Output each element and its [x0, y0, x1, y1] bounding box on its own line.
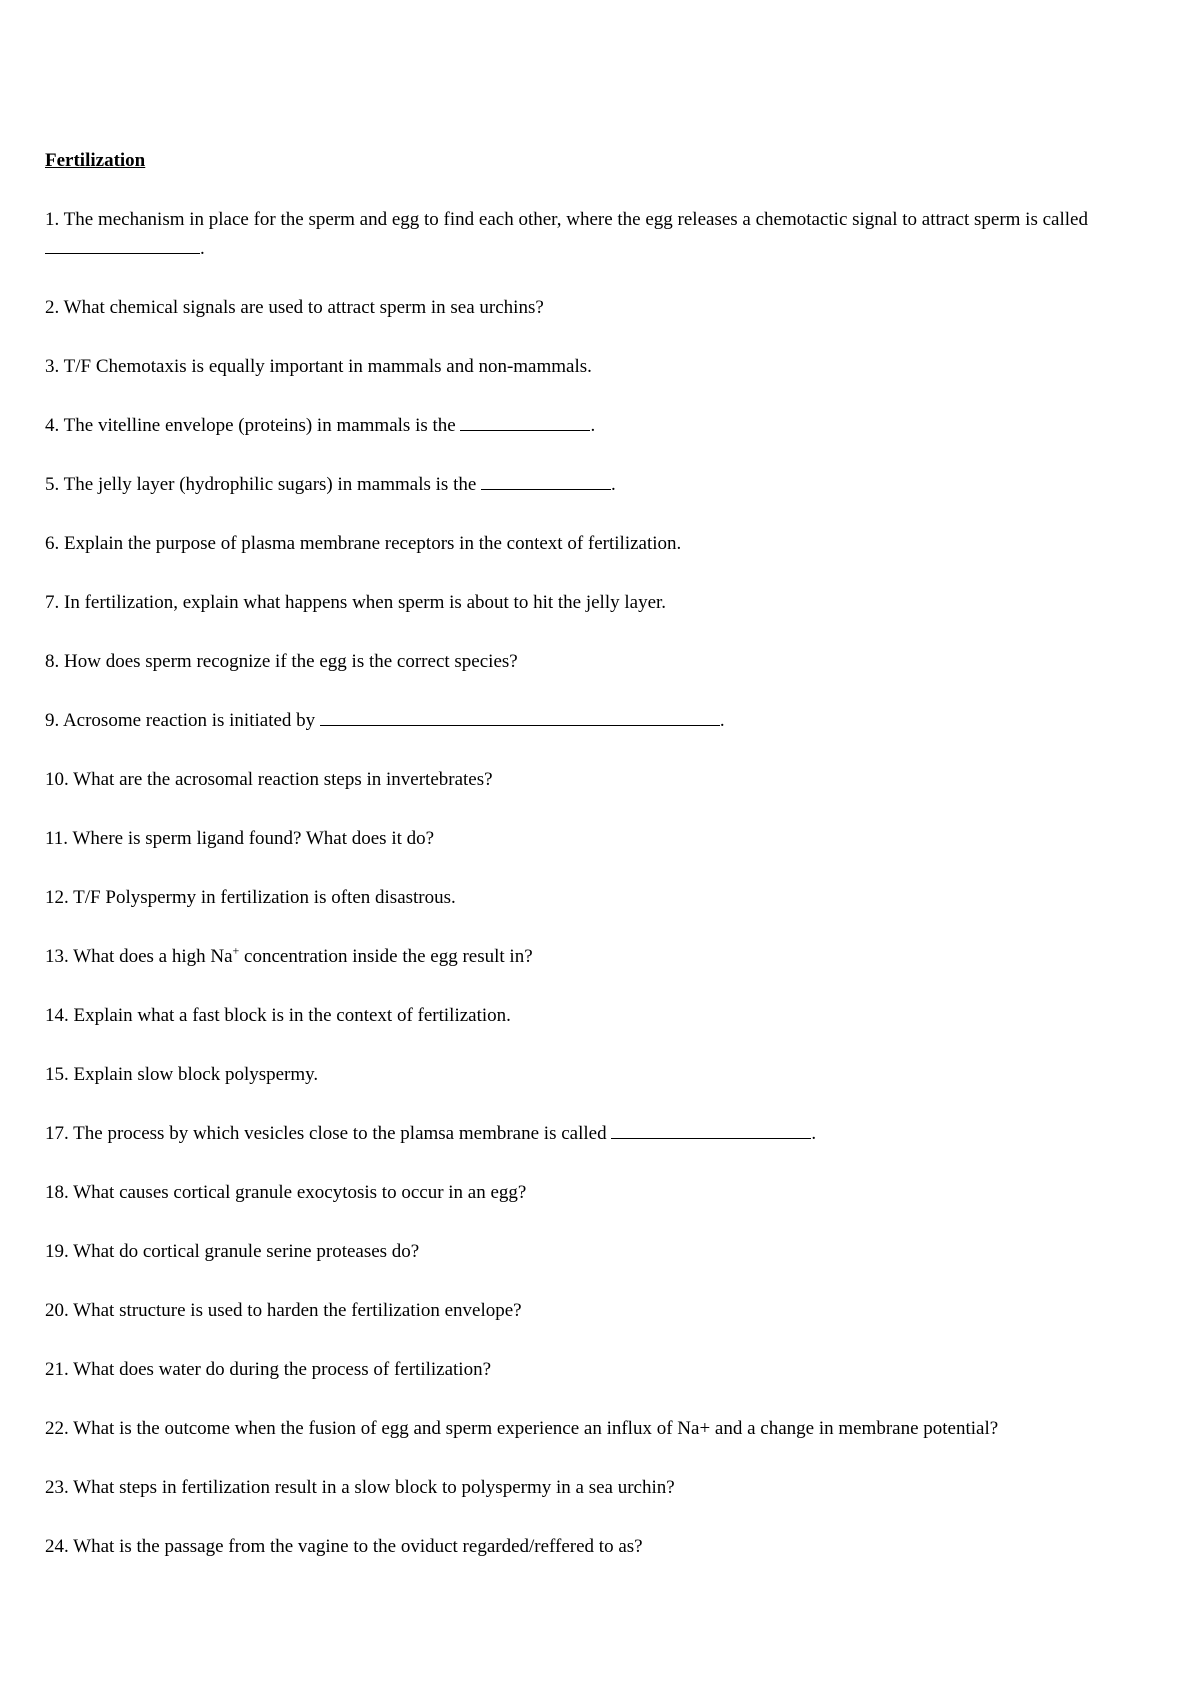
question-text: What structure is used to harden the fertilization envelope? — [73, 1300, 522, 1321]
question-22 — [45, 1414, 1175, 1443]
question-number: 22. — [45, 1418, 69, 1439]
question-number: 4. — [45, 415, 60, 436]
question-text-after: concentration inside the egg result in? — [239, 946, 533, 967]
question-20 — [45, 1296, 1175, 1325]
question-12 — [45, 883, 1175, 912]
question-text: What are the acrosomal reaction steps in invertebrates? — [73, 769, 493, 790]
question-number: 20. — [45, 1300, 69, 1321]
question-text: T/F Polyspermy in fertilization is often disastrous. — [73, 887, 456, 908]
question-number: 3. — [45, 356, 60, 377]
question-text: What causes cortical granule exocytosis to occur in an egg? — [73, 1182, 527, 1203]
question-number: 7. — [45, 592, 60, 613]
question-7 — [45, 588, 1175, 617]
question-23 — [45, 1473, 1175, 1502]
question-number: 6. — [45, 533, 60, 554]
question-number: 12. — [45, 887, 69, 908]
question-number: 5. — [45, 474, 60, 495]
question-5 — [45, 470, 1175, 499]
question-9 — [45, 706, 1175, 735]
question-number: 19. — [45, 1241, 69, 1262]
question-18 — [45, 1178, 1175, 1207]
question-text: What is the outcome when the fusion of egg and sperm experience an influx of Na+ and a change in membrane potential? — [73, 1418, 999, 1439]
question-period: . — [719, 710, 725, 731]
question-6 — [45, 529, 1175, 558]
question-text: The process by which vesicles close to the plamsa membrane is called — [73, 1123, 607, 1144]
superscript-plus: + — [232, 943, 240, 958]
question-text: Explain the purpose of plasma membrane receptors in the context of fertilization. — [64, 533, 682, 554]
question-number: 14. — [45, 1005, 69, 1026]
question-number: 1. — [45, 209, 60, 230]
question-number: 15. — [45, 1064, 69, 1085]
question-2 — [45, 293, 1175, 322]
question-number: 24. — [45, 1536, 69, 1557]
question-period: . — [590, 415, 596, 436]
question-period: . — [200, 238, 205, 259]
question-number: 13. — [45, 946, 69, 967]
document-content — [45, 146, 1175, 1591]
answer-blank[interactable] — [481, 470, 611, 490]
question-19 — [45, 1237, 1175, 1266]
question-24 — [45, 1532, 1175, 1561]
question-text: Where is sperm ligand found? What does it do? — [72, 828, 435, 849]
question-text: The jelly layer (hydrophilic sugars) in mammals is the — [63, 474, 477, 495]
question-period: . — [611, 474, 616, 495]
question-text: How does sperm recognize if the egg is the correct species? — [64, 651, 518, 672]
question-text: What steps in fertilization result in a slow block to polyspermy in a sea urchin? — [73, 1477, 675, 1498]
question-text: Acrosome reaction is initiated by — [62, 710, 316, 731]
question-text: The mechanism in place for the sperm and egg to find each other, where the egg releases a chemotactic signal to attract sperm is called — [63, 209, 1088, 230]
question-text: What do cortical granule serine proteases do? — [73, 1241, 420, 1262]
question-4 — [45, 411, 1175, 440]
question-17 — [45, 1119, 1175, 1148]
question-text: In fertilization, explain what happens when sperm is about to hit the jelly layer. — [64, 592, 667, 613]
question-text: T/F Chemotaxis is equally important in mammals and non-mammals. — [63, 356, 592, 377]
question-10 — [45, 765, 1175, 794]
question-period: . — [811, 1123, 817, 1144]
question-text-before: What does a high Na — [73, 946, 233, 967]
answer-blank[interactable] — [611, 1119, 811, 1139]
question-1 — [45, 205, 1175, 263]
question-14 — [45, 1001, 1175, 1030]
document-title: Fertilization — [45, 150, 146, 171]
question-number: 18. — [45, 1182, 69, 1203]
question-number: 17. — [45, 1123, 69, 1144]
answer-blank[interactable] — [320, 706, 720, 726]
question-text: What does water do during the process of fertilization? — [73, 1359, 492, 1380]
question-number: 21. — [45, 1359, 69, 1380]
question-number: 11. — [45, 828, 69, 849]
answer-blank[interactable] — [45, 234, 200, 254]
question-number: 2. — [45, 297, 60, 318]
question-text: Explain slow block polyspermy. — [73, 1064, 319, 1085]
question-13 — [45, 942, 1175, 971]
question-number: 10. — [45, 769, 69, 790]
question-text: Explain what a fast block is in the context of fertilization. — [73, 1005, 511, 1026]
question-21 — [45, 1355, 1175, 1384]
question-text: The vitelline envelope (proteins) in mammals is the — [63, 415, 456, 436]
question-15 — [45, 1060, 1175, 1089]
question-number: 8. — [45, 651, 60, 672]
question-text: What chemical signals are used to attract sperm in sea urchins? — [63, 297, 544, 318]
question-number: 9. — [45, 710, 60, 731]
question-11 — [45, 824, 1175, 853]
question-number: 23. — [45, 1477, 69, 1498]
question-3 — [45, 352, 1175, 381]
answer-blank[interactable] — [460, 411, 590, 431]
question-text: What is the passage from the vagine to the oviduct regarded/reffered to as? — [73, 1536, 643, 1557]
question-8 — [45, 647, 1175, 676]
